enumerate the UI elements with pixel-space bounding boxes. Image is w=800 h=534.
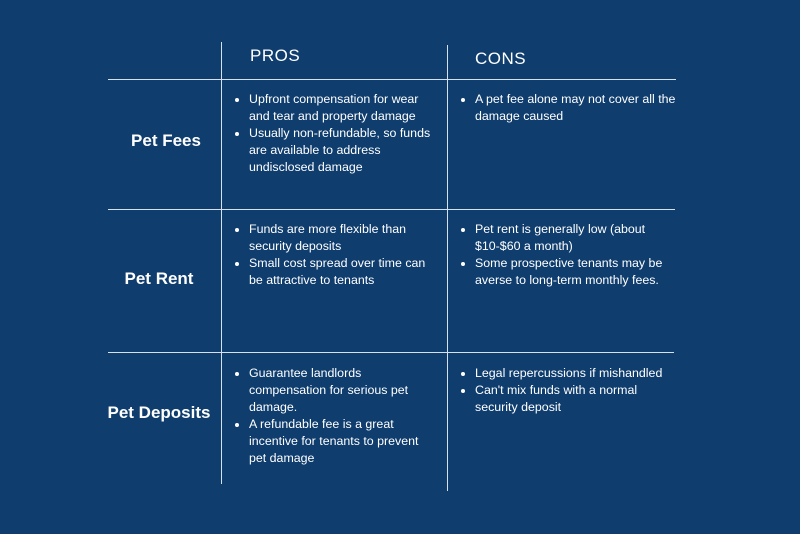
row-label-pet-fees: Pet Fees [131,131,201,150]
pet-fees-pros [231,91,437,176]
row-label-pet-rent: Pet Rent [124,269,194,288]
list-item: Some prospective tenants may be averse to long-term monthly fees. [475,255,671,289]
list-item: Guarantee landlords compensation for serious pet damage. [249,365,431,416]
list-item: Can't mix funds with a normal security deposit [475,382,677,416]
row-label-pet-deposits: Pet Deposits [107,403,211,422]
list-item: Pet rent is generally low (about $10-$60 a month) [475,221,671,255]
list-item: Small cost spread over time can be attractive to tenants [249,255,429,289]
list-item: Legal repercussions if mishandled [475,365,677,382]
divider-row-1 [108,209,675,210]
pet-deposits-cons [457,365,677,416]
divider-vertical-right [447,45,448,491]
divider-row-2 [108,352,674,353]
pet-rent-pros [231,221,429,289]
list-item: Usually non-refundable, so funds are available to address undisclosed damage [249,125,437,176]
pet-fees-cons [457,91,683,125]
pet-deposits-pros [231,365,431,467]
divider-header [108,79,676,80]
pet-rent-cons [457,221,671,289]
list-item: Funds are more flexible than security deposits [249,221,429,255]
list-item: Upfront compensation for wear and tear and property damage [249,91,437,125]
pros-header: PROS [250,46,301,65]
list-item: A refundable fee is a great incentive for tenants to prevent pet damage [249,416,431,467]
list-item: A pet fee alone may not cover all the damage caused [475,91,683,125]
cons-header: CONS [475,49,527,68]
